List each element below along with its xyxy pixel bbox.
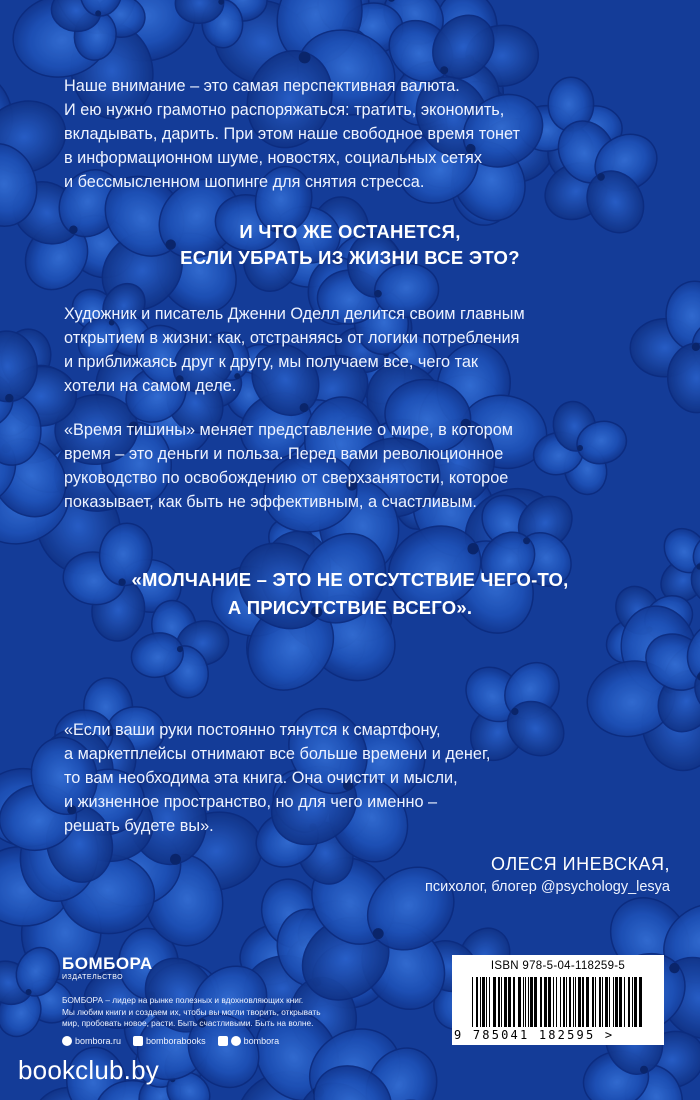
question-heading	[0, 219, 700, 271]
telegram-icon	[231, 1036, 241, 1046]
intro-line: вкладывать, дарить. При этом наше свободное время тонет	[64, 125, 521, 143]
summary-paragraph	[64, 418, 664, 514]
isbn-barcode-box	[452, 955, 664, 1045]
pull-quote-line: «МОЛЧАНИЕ – ЭТО НЕ ОТСУТСТВИЕ ЧЕГО-ТО,	[131, 569, 569, 590]
social-link[interactable]	[218, 1036, 280, 1046]
description-line: Художник и писатель Дженни Оделл делится своим главным	[64, 305, 525, 323]
intro-line: и бессмысленном шопинге для снятия стресса.	[64, 173, 425, 191]
author-name: ОЛЕСЯ ИНЕВСКАЯ,	[491, 854, 670, 874]
pull-quote-line: А ПРИСУТСТВИЕ ВСЕГО».	[227, 597, 473, 618]
barcode-arrow: >	[604, 1028, 615, 1042]
publisher-links	[62, 1036, 279, 1046]
publisher-description-line: мир, пробовать новое, расти. Быть счастливыми. Быть на волне.	[62, 1018, 314, 1028]
publisher-logo-text: БОМБОРА	[62, 954, 153, 973]
question-line: И ЧТО ЖЕ ОСТАНЕТСЯ,	[239, 221, 461, 242]
vk-link[interactable]	[133, 1036, 206, 1046]
social-link-text: bombora	[243, 1036, 280, 1046]
review-quote	[64, 718, 664, 838]
summary-line: руководство по освобождению от сверхзанятости, которое	[64, 469, 509, 487]
vk-link-text: bomborabooks	[146, 1036, 206, 1046]
watermark: bookclub.by	[18, 1055, 159, 1085]
publisher-description-line: Мы любим книги и создаем их, чтобы вы могли творить, открывать	[62, 1006, 321, 1017]
website-link[interactable]	[62, 1036, 121, 1046]
publisher-logo-subtitle: ИЗДАТЕЛЬСТВО	[62, 974, 124, 981]
barcode-number	[454, 1028, 662, 1042]
intro-line: в информационном шуме, новостях, социальных сетях	[64, 149, 482, 167]
description-line: хотели на самом деле.	[64, 377, 237, 395]
summary-line: показывает, как быть не эффективным, а счастливым.	[64, 493, 477, 511]
publisher-description-line: БОМБОРА – лидер на рынке полезных и вдохновляющих книг.	[62, 995, 304, 1005]
vk-icon	[133, 1036, 143, 1046]
barcode-image	[464, 977, 652, 1027]
author-role: психолог, блогер @psychology_lesya	[425, 879, 670, 895]
description-line: и приближаясь друг к другу, мы получаем все, чего так	[64, 353, 479, 371]
isbn-text: ISBN 978-5-04-118259-5	[490, 960, 626, 972]
review-line: решать будете вы».	[64, 817, 214, 835]
play-icon	[218, 1036, 228, 1046]
website-link-text: bombora.ru	[75, 1036, 122, 1046]
intro-paragraph	[64, 74, 664, 194]
question-line: ЕСЛИ УБРАТЬ ИЗ ЖИЗНИ ВСЕ ЭТО?	[180, 247, 520, 268]
summary-line: «Время тишины» меняет представление о мире, в котором	[64, 421, 513, 439]
barcode-digits: 9 785041 182595	[454, 1028, 596, 1042]
web-icon	[62, 1036, 72, 1046]
review-line: «Если ваши руки постоянно тянутся к смартфону,	[64, 721, 441, 739]
review-author	[425, 852, 670, 898]
publisher-description	[62, 995, 422, 1030]
pull-quote	[0, 566, 700, 622]
summary-line: время – это деньги и польза. Перед вами революционное	[64, 445, 504, 463]
publisher-logo	[62, 955, 153, 983]
review-line: и жизненное пространство, но для чего именно –	[64, 793, 438, 811]
intro-line: Наше внимание – это самая перспективная валюта.	[64, 77, 460, 95]
description-line: открытием в жизни: как, отстраняясь от логики потребления	[64, 329, 520, 347]
review-line: то вам необходима эта книга. Она очистит и мысли,	[64, 769, 458, 787]
review-line: а маркетплейсы отнимают все больше времени и денег,	[64, 745, 491, 763]
description-paragraph	[64, 302, 664, 398]
intro-line: И ею нужно грамотно распоряжаться: тратить, экономить,	[64, 101, 505, 119]
